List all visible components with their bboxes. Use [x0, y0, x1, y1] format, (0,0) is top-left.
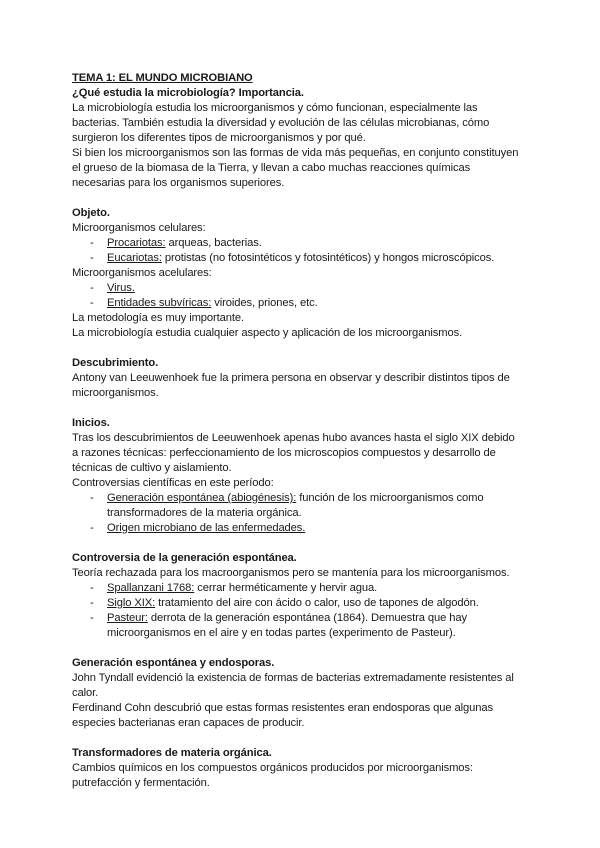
list-item — [72, 296, 532, 311]
list-item-desc-cont: microorganismos en el aire y en todas partes (experimento de Pasteur). — [107, 627, 456, 639]
list-item-term: Generación espontánea (abiogénesis): — [107, 492, 297, 504]
list-item — [72, 581, 532, 596]
paragraph-line: La metodología es muy importante. — [72, 312, 245, 324]
paragraph-line: Si bien los microorganismos son las formas de vida más pequeñas, en conjunto constituyen — [72, 147, 519, 159]
list-item-term: Spallanzani 1768: — [107, 582, 195, 594]
paragraph-line: La microbiología estudia los microorganismos y cómo funcionan, especialmente las — [72, 102, 478, 114]
section-heading-transformadores: Transformadores de materia orgánica. — [72, 747, 272, 759]
list-item-desc: tratamiento del aire con ácido o calor, uso de tapones de algodón. — [155, 597, 479, 609]
list-item-term: Eucariotas: — [107, 252, 162, 264]
paragraph-line: Tras los descubrimientos de Leeuwenhoek apenas hubo avances hasta el siglo XIX debido — [72, 432, 515, 444]
list-item-desc: cerrar herméticamente y hervir agua. — [194, 582, 378, 594]
controversias-list — [72, 491, 532, 536]
list-item — [72, 491, 532, 521]
spacer — [72, 536, 532, 551]
paragraph-line: La microbiología estudia cualquier aspecto y aplicación de los microorganismos. — [72, 327, 463, 339]
list-item — [72, 236, 532, 251]
paragraph-line: calor. — [72, 687, 99, 699]
paragraph-line: microorganismos. — [72, 387, 159, 399]
list-item-desc: protistas (no fotosintéticos y fotosintéticos) y hongos microscópicos. — [161, 252, 495, 264]
list-item — [72, 596, 532, 611]
list-item — [72, 521, 532, 536]
paragraph-line: bacterias. También estudia la diversidad y evolución de las células microbianas, cómo — [72, 117, 490, 129]
list-item-term: Siglo XIX: — [107, 597, 156, 609]
list-item-term: Virus. — [107, 282, 135, 294]
spacer — [72, 191, 532, 206]
list-item-term: Pasteur: — [107, 612, 148, 624]
list-item — [72, 251, 532, 266]
list-item — [72, 281, 532, 296]
list-item — [72, 611, 532, 641]
section-heading-objeto: Objeto. — [72, 207, 110, 219]
paragraph-line: técnicas de cultivo y aislamiento. — [72, 462, 232, 474]
paragraph-line: surgieron los diferentes tipos de microorganismos y por qué. — [72, 132, 366, 144]
section-heading-endosporas: Generación espontánea y endosporas. — [72, 657, 275, 669]
list-item-desc: arqueas, bacterias. — [165, 237, 262, 249]
spacer — [72, 341, 532, 356]
spacer — [72, 731, 532, 746]
list-item-desc-cont: transformadores de la materia orgánica. — [107, 507, 302, 519]
list-item-desc: derrota de la generación espontánea (1864). Demuestra que hay — [147, 612, 467, 624]
paragraph-line: John Tyndall evidenció la existencia de formas de bacterias extremadamente resistentes al — [72, 672, 514, 684]
celulares-list — [72, 236, 532, 266]
acelulares-list — [72, 281, 532, 311]
section-heading-descubrimiento: Descubrimiento. — [72, 357, 159, 369]
list-item-term: Entidades subvíricas: — [107, 297, 212, 309]
paragraph-line: el grueso de la biomasa de la Tierra, y llevan a cabo muchas reacciones químicas — [72, 162, 471, 174]
section-heading-importancia: ¿Qué estudia la microbiología? Importancia. — [72, 87, 304, 99]
paragraph-line: a razones técnicas: perfeccionamiento de los microscopios compuestos y desarrollo de — [72, 447, 496, 459]
experimentos-list — [72, 581, 532, 641]
spacer — [72, 641, 532, 656]
list-item-desc: viroides, priones, etc. — [211, 297, 318, 309]
list-intro: Microorganismos celulares: — [72, 222, 206, 234]
paragraph-line: Teoría rechazada para los macroorganismos pero se mantenía para los microorganismos. — [72, 567, 510, 579]
list-intro: Microorganismos acelulares: — [72, 267, 212, 279]
paragraph-line: Ferdinand Cohn descubrió que estas formas resistentes eran endosporas que algunas — [72, 702, 494, 714]
section-heading-inicios: Inicios. — [72, 417, 110, 429]
paragraph-line: necesarias para los organismos superiores. — [72, 177, 285, 189]
section-heading-controversia: Controversia de la generación espontánea. — [72, 552, 297, 564]
spacer — [72, 401, 532, 416]
list-item-term: Procariotas: — [107, 237, 166, 249]
document-page — [72, 71, 532, 791]
paragraph-line: putrefacción y fermentación. — [72, 777, 210, 789]
paragraph-line: Antony van Leeuwenhoek fue la primera persona en observar y describir distintos tipos de — [72, 372, 510, 384]
paragraph-line: Cambios químicos en los compuestos orgánicos producidos por microorganismos: — [72, 762, 473, 774]
list-item-desc: función de los microorganismos como — [296, 492, 484, 504]
paragraph-line: Controversias científicas en este período: — [72, 477, 274, 489]
list-item-term: Origen microbiano de las enfermedades. — [107, 522, 306, 534]
paragraph-line: especies bacterianas eran capaces de producir. — [72, 717, 305, 729]
document-title: TEMA 1: EL MUNDO MICROBIANO — [72, 72, 253, 84]
